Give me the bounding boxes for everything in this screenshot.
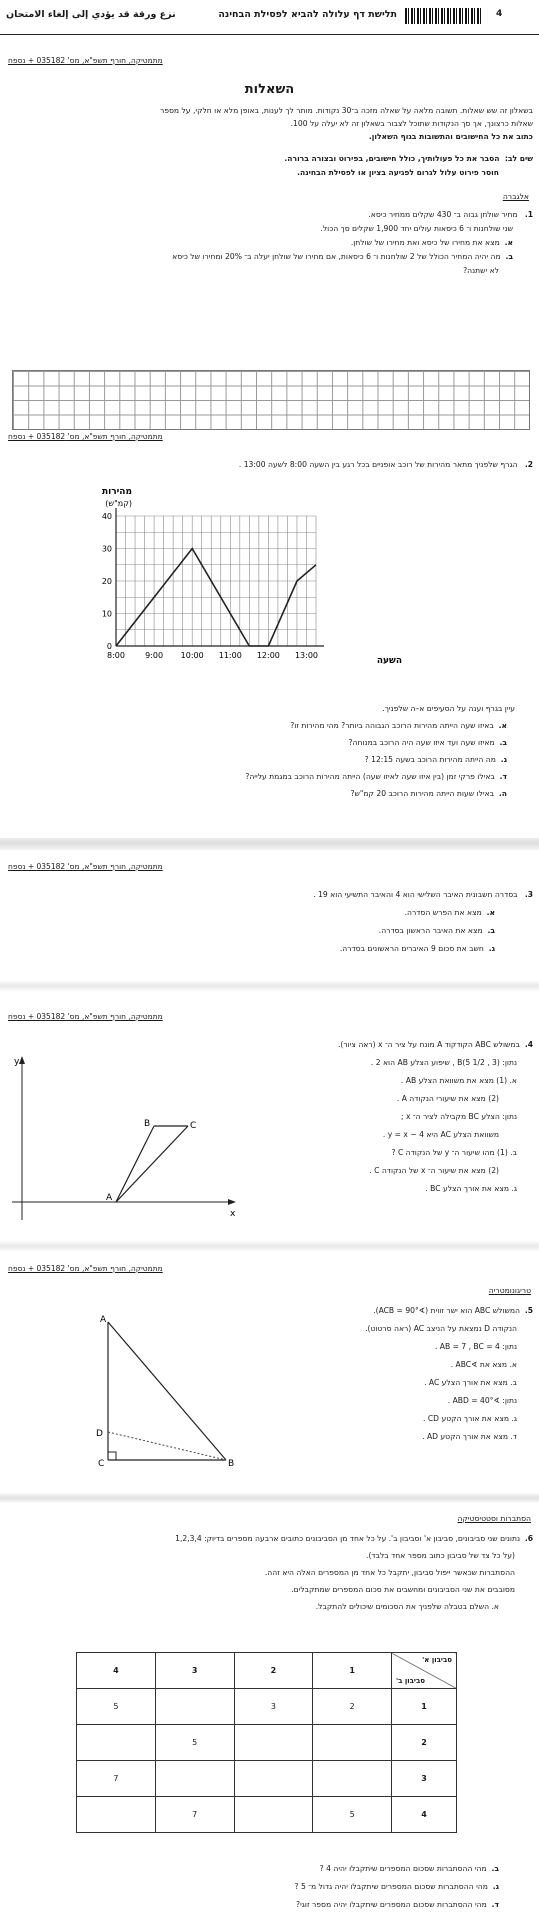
- table-cell[interactable]: 5: [313, 1797, 392, 1833]
- table-cell[interactable]: [313, 1725, 392, 1761]
- q2-item: מאיזו שעה ועד איזו שעה היה הרוכב במנוחה?: [348, 738, 495, 747]
- point-a-label: A: [106, 1193, 113, 1203]
- q2-item: מה הייתה מהירות הרוכב בשעה 12:15 ?: [364, 755, 496, 764]
- question-1: [6, 208, 533, 278]
- course-line: מתמטיקה, חורף תשפ"א, מס' 035182 + נספח: [8, 1012, 163, 1021]
- question-number: 1.: [524, 210, 533, 219]
- item-label: ג.: [488, 944, 495, 953]
- q1-line: מחיר שולחן גבוה ב־ 430 שקלים ממחיר כיסא.: [368, 210, 518, 219]
- right-triangle-abc: [90, 1310, 250, 1480]
- q6-item: מהי ההסתברות שסכום המספרים שיתקבלו יהיה מספר זוגי?: [296, 1900, 487, 1909]
- table-header-row: [77, 1653, 457, 1689]
- point-b-label: B: [144, 1119, 151, 1129]
- question-number: 4.: [524, 1040, 533, 1049]
- table-row: [77, 1797, 457, 1833]
- course-line: מתמטיקה, חורף תשפ"א, מס' 035182 + נספח: [8, 862, 163, 871]
- y-tick-label: 10: [101, 609, 112, 619]
- y-tick-label: 0: [106, 642, 112, 651]
- table-cell[interactable]: [234, 1761, 313, 1797]
- item-label: א.: [486, 908, 495, 917]
- row-header: 2: [392, 1725, 457, 1761]
- q3-text: בסדרה חשבונית האיבר השלישי הוא 4 והאיבר התשיעי הוא 19 .: [313, 890, 518, 899]
- q5-line: ג. מצא את אורך הקטע CD .: [423, 1414, 517, 1423]
- q4-line: ב. (1) מהו שיעור ה־ y של הנקודה C ?: [391, 1148, 517, 1157]
- column-header: 4: [77, 1653, 156, 1689]
- y-axis-arrow: [19, 1056, 25, 1064]
- question-4: [233, 1036, 533, 1198]
- question-number: 3.: [524, 890, 533, 899]
- item-label: ד.: [491, 1900, 499, 1909]
- course-line: מתמטיקה, חורף תשפ"א, מס' 035182 + נספח: [8, 432, 163, 441]
- page-separator: [0, 838, 539, 850]
- x-axis-arrow: [228, 1199, 236, 1205]
- q5-line: ד. מצא את אורך הקטע AD .: [422, 1432, 517, 1441]
- page-number: 4: [496, 9, 503, 19]
- point-b-label: B: [228, 1459, 235, 1469]
- q2-after: עיין בגרף וענה על הסעיפים א–ה שלפניך.: [382, 704, 515, 713]
- table-cell[interactable]: 7: [77, 1761, 156, 1797]
- q6-line: ההסתברות שכאשר ייפול סביבון, יתקבל כל אחד מן המספרים האלה היא זהה.: [264, 1568, 515, 1577]
- course-line: מתמטיקה, חורף תשפ"א, מס' 035182 + נספח: [8, 1264, 163, 1273]
- q6-item: מהי ההסתברות שסכום המספרים שיתקבלו יהיה 4 ?: [319, 1864, 487, 1873]
- table-cell[interactable]: [155, 1761, 234, 1797]
- q4-line: במשולש ABC הקודקוד A מונח על ציר ה־ x (ראה ציור).: [337, 1040, 520, 1049]
- question-6-items: [6, 1860, 533, 1914]
- barcode: [405, 8, 481, 24]
- table-cell[interactable]: 7: [155, 1797, 234, 1833]
- note-line: הסבר את כל פעולותיך, כולל חישובים, בפירוט ובצורה ברורה.: [284, 154, 500, 163]
- q3-item: חשב את סכום 9 האיברים הראשונים בסדרה.: [339, 944, 484, 953]
- q5-line: הנקודה D נמצאת על הניצב AC (ראה סרטוט).: [365, 1324, 517, 1333]
- chart-x-label: השעה: [376, 656, 402, 666]
- triangle-abc-coordinates: [8, 1050, 238, 1230]
- header-title-arabic: نزع ورقة قد يؤدي إلى إلغاء الامتحان: [6, 9, 176, 20]
- question-number: 5.: [524, 1306, 533, 1315]
- chart-y-label: מהירות: [101, 487, 132, 497]
- speed-chart: [86, 484, 406, 684]
- corner-label-b: סביבון ב': [396, 1677, 426, 1685]
- item-label: א.: [498, 721, 507, 730]
- y-tick-label: 20: [101, 577, 112, 586]
- q6-line: א. השלם בטבלה שלפניך את הסכומים שיכולים להתקבל.: [315, 1602, 499, 1611]
- y-tick-label: 30: [101, 544, 112, 554]
- x-tick-label: 10:00: [180, 651, 204, 660]
- intro-block: [6, 104, 533, 143]
- item-label: ג.: [492, 1882, 499, 1891]
- table-cell[interactable]: 3: [234, 1689, 313, 1725]
- x-tick-label: 9:00: [145, 651, 164, 660]
- item-label: א.: [504, 238, 513, 247]
- probability-table: [76, 1652, 457, 1833]
- question-5: [233, 1302, 533, 1446]
- table-cell[interactable]: 2: [313, 1689, 392, 1725]
- table-row: [77, 1689, 457, 1725]
- q1-b-text: מה יהיה המחיר הכולל של 2 שולחנות ו־ 6 כיסאות, אם מחירו של שולחן יעלה ב־ 20% ומחירו של כיסא: [172, 252, 501, 261]
- section-algebra: אלגברה: [502, 192, 529, 201]
- item-label: ב.: [499, 738, 507, 747]
- chart-x-ticks: [107, 651, 318, 660]
- x-tick-label: 8:00: [107, 651, 125, 660]
- table-cell[interactable]: [77, 1797, 156, 1833]
- q4-line: משוואת הצלע AC היא y = x − 4 .: [382, 1130, 499, 1139]
- q1-b-text: לא ישתנה?: [463, 266, 499, 275]
- segment-bd: [108, 1432, 226, 1460]
- answer-grid[interactable]: [12, 370, 530, 430]
- table-cell[interactable]: 5: [155, 1725, 234, 1761]
- table-row: [77, 1725, 457, 1761]
- questions-title: השאלות: [244, 82, 295, 97]
- q5-line: א. מצא את ∢ABC .: [450, 1360, 517, 1369]
- right-angle-mark: [108, 1452, 116, 1460]
- question-number: 2.: [524, 460, 533, 469]
- q1-a-text: מצא את מחירו של כיסא ואת מחירו של שולחן.: [350, 238, 500, 247]
- q2-text: הגרף שלפניך מתאר מהירות של רוכב אופניים בכל רגע בין השעה 8:00 לשעה 13:00 .: [238, 460, 518, 469]
- q6-line: מסובבים את שני הסביבונים ומחשבים את סכום המספרים שמתקבלים.: [291, 1585, 515, 1594]
- question-2-items: [6, 700, 533, 802]
- table-cell[interactable]: [234, 1797, 313, 1833]
- note-label: שים לב:: [504, 154, 533, 163]
- chart-grid: [116, 516, 316, 646]
- x-tick-label: 12:00: [256, 651, 280, 660]
- section-probability: הסתברות וסטטיסטיקה: [457, 1514, 531, 1523]
- item-label: ב.: [505, 252, 513, 261]
- question-6: [6, 1530, 533, 1615]
- column-header: 1: [313, 1653, 392, 1689]
- x-tick-label: 11:00: [218, 651, 242, 660]
- side-ac: [116, 1126, 188, 1202]
- q6-item: מהי ההסתברות שסכום המספרים שיתקבלו יהיה גדול מ־ 5 ?: [294, 1882, 488, 1891]
- row-header: 3: [392, 1761, 457, 1797]
- question-3: [6, 886, 533, 958]
- q2-item: באילו פרקי זמן (בין איזו שעה לאיזו שעה) הייתה מהירות הרוכב במגמת עלייה?: [245, 772, 495, 781]
- side-ab: [116, 1126, 154, 1202]
- row-header: 1: [392, 1689, 457, 1725]
- note-line: חוסר פירוט עלול לגרום לפגיעה בציון או לפסילת הבחינה.: [297, 168, 499, 177]
- chart-axes: [116, 508, 324, 646]
- item-label: ה.: [498, 789, 507, 798]
- q4-line: (2) מצא את שיעור ה־ x של הנקודה C .: [369, 1166, 499, 1175]
- table-row: [77, 1761, 457, 1797]
- table-cell[interactable]: [313, 1761, 392, 1797]
- course-line: מתמטיקה, חורף תשפ"א, מס' 035182 + נספח: [8, 56, 163, 65]
- note-block: [6, 152, 533, 180]
- item-label: ב.: [487, 926, 495, 935]
- intro-line: שאלות כרצונך, אך סך הנקודות שתוכל לצבור בשאלון זה לא יעלה על 100.: [290, 119, 533, 128]
- q5-line: ב. מצא את אורך הצלע AC .: [424, 1378, 517, 1387]
- table-corner: [392, 1653, 457, 1689]
- q1-line: שני שולחנות ו־ 6 כיסאות עולים יחד 1,900 שקלים סך הכול.: [320, 224, 513, 233]
- q4-line: (2) מצא את שיעורי הנקודה A .: [396, 1094, 499, 1103]
- row-header: 4: [392, 1797, 457, 1833]
- y-tick-label: 40: [101, 512, 112, 521]
- x-axis-label: x: [230, 1209, 236, 1219]
- side-ab: [108, 1322, 226, 1460]
- q4-line: נתון: B(5 1/2 , 3) , שיפוע הצלע AB הוא 2 .: [370, 1058, 517, 1067]
- q5-line: נתון: ∢ABD = 40° .: [447, 1396, 517, 1405]
- point-a-label: A: [100, 1315, 107, 1325]
- point-c-label: C: [190, 1121, 197, 1131]
- column-header: 2: [234, 1653, 313, 1689]
- q2-item: באילו שעות הייתה מהירות הרוכב 20 קמ"ש?: [350, 789, 495, 798]
- page-separator: [0, 1492, 539, 1504]
- intro-line: בשאלון זה שש שאלות. תשובה מלאה על שאלה מזכה ב־30 נקודות. מותר לך לענות, באופן מלא או חלקי, על מספר: [159, 106, 533, 115]
- page-header: [0, 0, 539, 35]
- page-separator: [0, 1240, 539, 1252]
- point-c-label: C: [98, 1459, 105, 1469]
- section-trigonometry: טריגונומטריה: [488, 1286, 531, 1295]
- question-2: [6, 458, 533, 472]
- q2-item: באיזו שעה הייתה מהירות הרוכב הגבוהה ביותר? מהי מהירות זו?: [290, 721, 494, 730]
- item-label: ג.: [500, 755, 507, 764]
- table-cell[interactable]: [234, 1725, 313, 1761]
- q3-item: מצא את הפרש הסדרה.: [404, 908, 482, 917]
- q6-line: נתונים שני סביבונים, סביבון א' וסביבון ב'. על כל אחד מן הסביבונים כתובים ארבעה מספרים בדיוק: 1,2,3,4: [175, 1534, 520, 1543]
- item-label: ב.: [491, 1864, 499, 1873]
- table-cell[interactable]: 5: [77, 1689, 156, 1725]
- q5-line: המשולש ABC הוא ישר זווית (∢ACB = 90°).: [373, 1306, 520, 1315]
- corner-label-a: סביבון א': [422, 1656, 452, 1664]
- header-title: תלישת דף עלולה להביא לפסילת הבחינה: [218, 9, 397, 20]
- item-label: ד.: [499, 772, 507, 781]
- table-cell[interactable]: [155, 1689, 234, 1725]
- q5-line: נתון: AB = 7 , BC = 4 .: [434, 1342, 517, 1351]
- q4-line: א. (1) מצא את משוואת הצלע AB .: [400, 1076, 517, 1085]
- q6-line: (על כל צד של סביבון כתוב מספר אחד בלבד).: [366, 1551, 515, 1560]
- q4-line: ג. מצא את אורך הצלע BC .: [425, 1184, 517, 1193]
- q3-item: מצא את האיבר הראשון בסדרה.: [378, 926, 483, 935]
- chart-y-ticks: [102, 512, 112, 651]
- page-separator: [0, 980, 539, 992]
- chart-y-unit: (קמ"ש): [105, 499, 132, 508]
- question-number: 6.: [524, 1534, 533, 1543]
- x-tick-label: 13:00: [294, 651, 319, 660]
- column-header: 3: [155, 1653, 234, 1689]
- table-cell[interactable]: [77, 1725, 156, 1761]
- point-d-label: D: [96, 1429, 103, 1439]
- y-axis-label: y: [14, 1057, 20, 1067]
- intro-line: כתוב את כל החישובים והתשובות בגוף השאלון.: [368, 132, 533, 141]
- q4-line: נתון: הצלע BC מקבילה לציר ה־ x ;: [400, 1112, 517, 1121]
